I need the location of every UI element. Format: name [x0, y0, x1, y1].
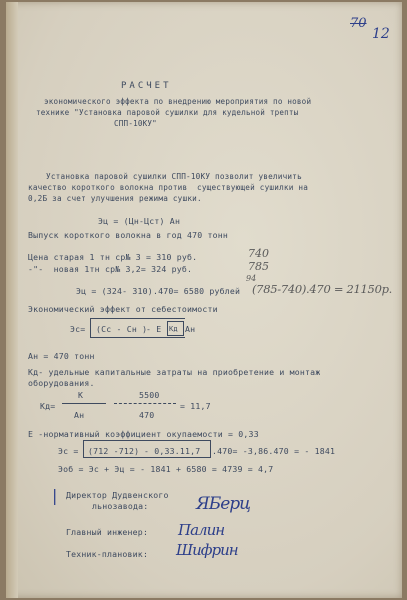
es-calc-result: .470= -3,86.470 = - 1841	[212, 446, 336, 456]
chief-engineer-signature: Палин	[178, 521, 225, 539]
kd-denominator-value: 470	[139, 410, 155, 420]
cost-effect-title: Экономический эффект от себестоимости	[28, 304, 218, 314]
kd-description-1: Кд- удельные капитальные затраты на приобретение и монтаж	[28, 367, 321, 377]
director-signature: ЯБерц	[196, 494, 251, 514]
subtitle-line-1: экономического эффекта по внедрению мероприятия по новой	[44, 97, 312, 106]
ec-handwritten: (785-740).470 = 21150р.	[252, 282, 393, 296]
formula-ee-mid: (Сс - Сн )	[96, 324, 148, 334]
ec-handwritten-small: 94	[246, 274, 257, 283]
director-label-1: Директор Дудвенского	[66, 490, 169, 500]
es-calc-label: Эс =	[58, 446, 79, 456]
kd-description-2: оборудования.	[28, 378, 95, 388]
document-page	[6, 2, 402, 598]
planner-signature: Шифрин	[176, 541, 238, 559]
chief-engineer-label: Главный инженер:	[66, 527, 149, 537]
sheet-number-alt: 12	[372, 26, 390, 42]
kd-value-fraction-bar	[114, 403, 176, 404]
eob-calculation: Эоб = Эс + Эц = - 1841 + 6580 = 4739 = 4,7	[58, 464, 274, 474]
price-old: Цена старая 1 тн ср№ 3 = 310 руб.	[28, 252, 198, 262]
formula-ee-an: Ан	[185, 324, 196, 334]
kd-numerator-value: 5500	[139, 390, 160, 400]
normative-coefficient: Е -нормативный коэффициент окупаемости = 0,33	[28, 429, 259, 439]
subtitle-line-3: СПП-10КУ"	[114, 119, 157, 128]
kd-numerator: К	[78, 390, 84, 400]
formula-ec: Эц = (Цн-Цст) Ан	[98, 216, 181, 226]
es-calc-close-bracket	[207, 440, 211, 458]
planner-label: Техник-плановик:	[66, 549, 149, 559]
binding-edge	[6, 2, 18, 598]
intro-line-3: 0,2Б за счет улучшения режима сушки.	[28, 194, 202, 203]
ec-calculation: Эц = (324- 310).470= 6580 рублей	[76, 286, 241, 296]
price-new-handwritten: 785	[248, 260, 269, 273]
director-label-2: льнозавода:	[92, 501, 149, 511]
signature-mark: |	[52, 486, 58, 505]
price-new: -"- новая 1тн ср№ 3,2= 324 руб.	[28, 264, 193, 274]
kd-label: Кд=	[40, 401, 56, 411]
es-calc-coef: - 0,33.11,7	[144, 446, 201, 456]
output-line: Выпуск короткого волокна в год 470 тонн	[28, 230, 229, 240]
formula-ee-left: Эс=	[70, 324, 86, 334]
kd-result: = 11,7	[180, 401, 211, 411]
price-old-handwritten: 740	[248, 247, 269, 260]
formula-ee-kd: Кд	[169, 325, 178, 333]
intro-line-2: качество короткого волокна против существующей сушилки на	[28, 183, 309, 192]
formula-ee-right: - Е	[146, 324, 162, 334]
document-title: РАСЧЕТ	[121, 81, 172, 91]
intro-line-1: Установка паровой сушилки СПП-10КУ позволит увеличить	[46, 172, 302, 181]
kd-fraction-bar	[62, 403, 106, 404]
kd-denominator: Ан	[74, 410, 85, 420]
subtitle-line-2: технике "Установка паровой сушилки для кудельной трепты	[36, 108, 299, 117]
es-calc-diff: (712 -712)	[88, 446, 140, 456]
sheet-number: 70	[350, 16, 367, 31]
an-value: Ан = 470 тонн	[28, 351, 95, 361]
